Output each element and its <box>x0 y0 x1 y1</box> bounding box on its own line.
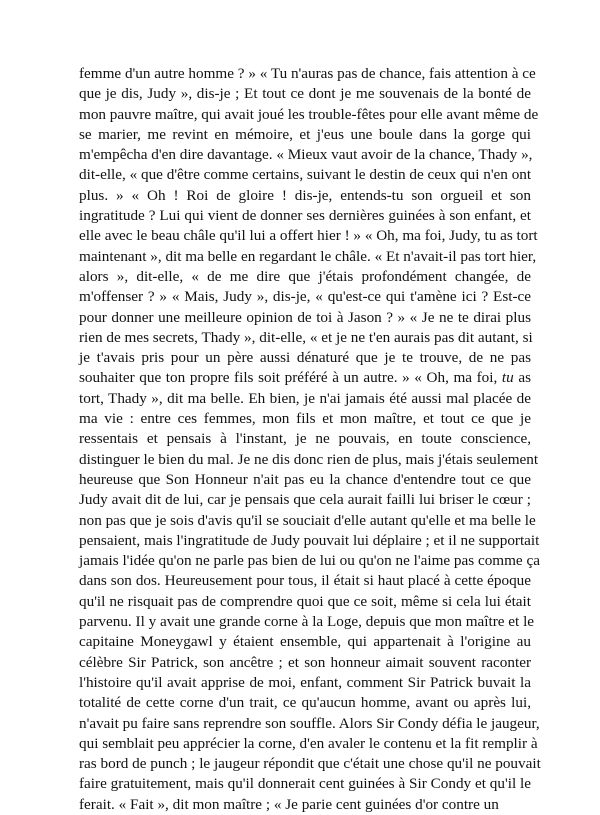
text-line-26: dans son dos. Heureusement pour tous, il était si haut placé à cette époque <box>79 572 531 590</box>
text-line-19: ressentais et pensais à l'instant, je ne pouvais, en toute conscience, <box>79 430 531 448</box>
text-line-8: ingratitude ? Lui qui vient de donner ses dernières guinées à son enfant, et <box>79 207 531 225</box>
text-line-34: qui semblait peu apprécier la corne, d'en avaler le contenu et la fit remplir à <box>79 734 538 752</box>
text-line-5: m'empêcha d'en dire davantage. « Mieux vaut avoir de la chance, Thady », <box>79 146 533 164</box>
text-line-35: ras bord de punch ; le jaugeur répondit que c'était une chose qu'il ne pouvait <box>79 755 541 773</box>
text-line-14: rien de mes secrets, Thady », dit-elle, « et je ne t'en aurais pas dit autant, si <box>79 328 533 346</box>
text-line-21: heureuse que Son Honneur n'ait pas eu la chance d'entendre tout ce que <box>79 470 531 488</box>
text-line-20: distinguer le bien du mal. Je ne dis donc rien de plus, mais j'étais seulement <box>79 450 539 468</box>
text-line-18: ma vie : entre ces femmes, mon fils et mon maître, et tout ce que je <box>79 410 531 428</box>
text-line-29: capitaine Moneygawl y étaient ensemble, qui appartenait à l'origine au <box>79 633 531 651</box>
text-line-7: plus. » « Oh ! Roi de gloire ! dis-je, entends-tu son orgueil et son <box>79 186 531 204</box>
text-line-2: que je dis, Judy », dis-je ; Et tout ce dont je me souvenais de la bonté de <box>79 85 531 103</box>
text-line-25: jamais l'idée qu'on ne parle pas bien de lui ou qu'on ne l'aime pas comme ça <box>79 552 540 570</box>
text-line-28: parvenu. Il y avait une grande corne à la Loge, depuis que mon maître et le <box>79 613 535 631</box>
text-line-33: n'avait pu faire sans reprendre son souffle. Alors Sir Condy défia le jaugeur, <box>79 714 540 732</box>
text-line-31: l'histoire qu'il avait apprise de moi, enfant, comment Sir Patrick buvait la <box>79 673 531 691</box>
text-line-3: mon pauvre maître, qui avait joué les trouble-fêtes pour elle avant même de <box>79 105 539 123</box>
text-line-37: ferait. « Fait », dit mon maître ; « Je parie cent guinées d'or contre un <box>79 795 499 813</box>
text-line-24: pensaient, mais l'ingratitude de Judy pouvait lui déplaire ; et il ne supportait <box>79 531 540 549</box>
text-line-9: elle avec le beau châle qu'il lui a offert hier ! » « Oh, ma foi, Judy, tu as tort <box>79 227 538 245</box>
text-line-16-end: as <box>513 369 531 387</box>
text-line-30: célèbre Sir Patrick, son ancêtre ; et son honneur aimait souvent raconter <box>79 653 531 671</box>
text-line-22: Judy avait dit de lui, car je pensais que cela aurait failli lui briser le cœur ; <box>79 491 531 509</box>
text-line-13: pour donner une meilleure opinion de toi à Jason ? » « Je ne te dirai plus <box>79 308 531 326</box>
text-line-23: non pas que je sois d'avis qu'il se souciait d'elle autant qu'elle et ma belle le <box>79 511 536 529</box>
body-text <box>79 64 541 815</box>
text-line-10: maintenant », dit ma belle en regardant le châle. « Et n'avait-il pas tort hier, <box>79 247 537 265</box>
text-line-16-start: souhaiter que ton propre fils soit préféré à un autre. » « Oh, ma foi, <box>79 369 502 387</box>
text-line-32: totalité de cette corne d'un trait, ce qu'aucun homme, avant ou après lui, <box>79 694 531 712</box>
text-line-6: dit-elle, « que d'être comme certains, suivant le destin de ceux qui n'en ont <box>79 166 532 184</box>
italic-word: tu <box>501 369 514 387</box>
text-line-11: alors », dit-elle, « de me dire que j'étais profondément changée, de <box>79 267 531 285</box>
text-line-4: se marier, me revint en mémoire, et j'eus une boule dans la gorge qui <box>79 125 531 143</box>
text-line-12: m'offenser ? » « Mais, Judy », dis-je, « qu'est-ce qui t'amène ici ? Est-ce <box>79 288 531 306</box>
text-line-36: faire gratuitement, mais qu'il donnerait cent guinées à Sir Condy et qu'il le <box>79 775 531 793</box>
text-line-17: tort, Thady », dit ma belle. Eh bien, je n'ai jamais été aussi mal placée de <box>79 389 531 407</box>
text-line-15: je t'avais pris pour un père aussi dénaturé que je te trouve, de ne pas <box>79 349 531 367</box>
text-line-16 <box>79 368 531 388</box>
text-line-27: qu'il ne risquait pas de comprendre quoi que ce soit, même si cela lui était <box>79 592 531 610</box>
text-line-1: femme d'un autre homme ? » « Tu n'auras pas de chance, fais attention à ce <box>79 65 536 82</box>
